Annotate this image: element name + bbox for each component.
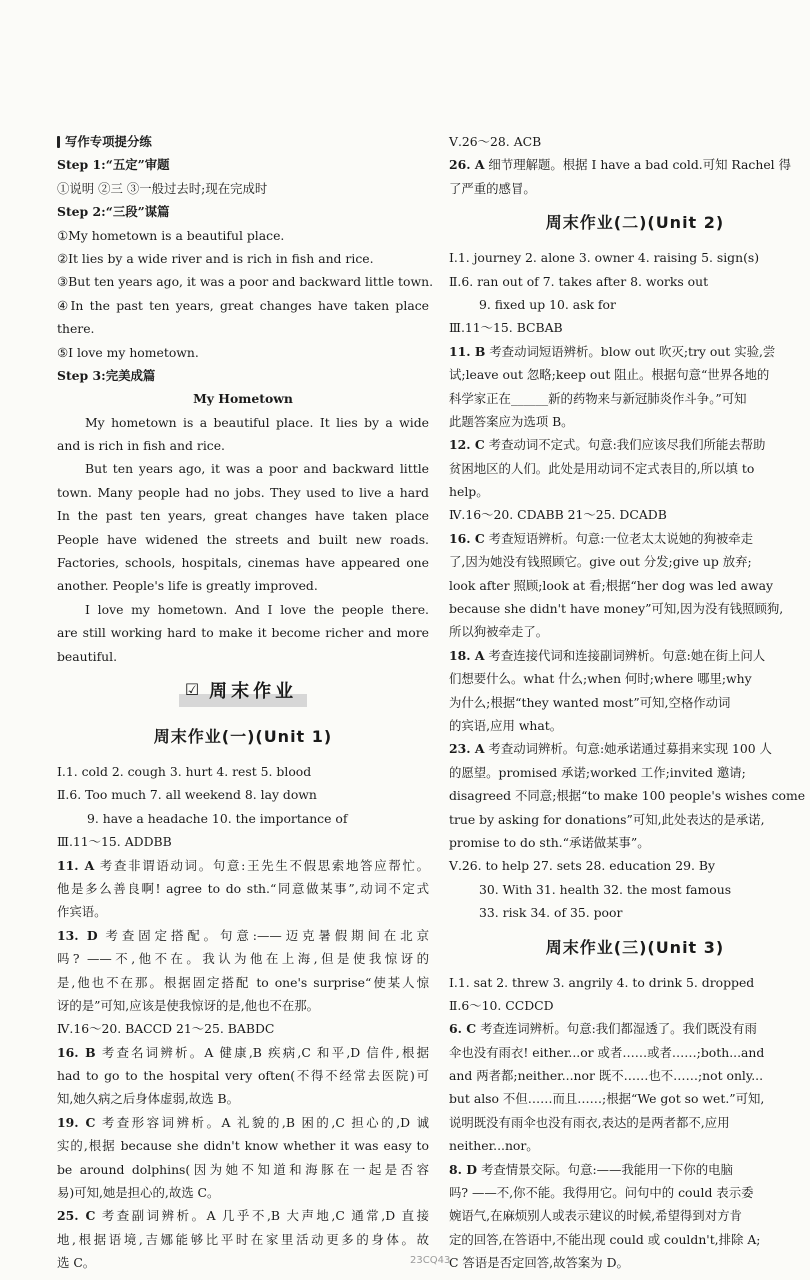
essay-title: My Hometown [193, 391, 293, 407]
text-line: Step 1:“五定”审题 [57, 157, 170, 173]
text-line: Factories, schools, hospitals, cinemas have appeared one [57, 555, 429, 571]
text-line: ⑤I love my hometown. [57, 344, 199, 360]
text-line: ①说明 ②三 ③一般过去时;现在完成时 [57, 180, 268, 196]
text-line: look after 照顾;look at 看;根据“her dog was led away [449, 577, 774, 593]
explanation-text: 考查非谓语动词。句意:王先生不假思索地答应帮忙。 [94, 857, 429, 873]
text-line: Ⅰ.1. sat 2. threw 3. angrily 4. to drink 5. dropped [449, 974, 755, 990]
text-line: 吗? ——不,你不能。我得用它。问句中的 could 表示委 [449, 1185, 754, 1201]
text-line [449, 1017, 810, 1040]
text-line: Step 3:完美成篇 [57, 367, 156, 383]
explanation-text: 考查连词辨析。句意:我们都湿透了。我们既没有雨 [476, 1021, 757, 1037]
text-line [449, 433, 810, 456]
text-line: 科学家正在______新的药物来与新冠肺炎作斗争。”可知 [449, 390, 747, 406]
text-line [449, 737, 810, 760]
text-line: because she didn't have money”可知,因为没有钱照顾狗, [449, 601, 784, 617]
text-line: Ⅱ.6. Too much 7. all weekend 8. lay down [57, 787, 317, 803]
text-line: Ⅲ.11～15. ADDBB [57, 834, 172, 850]
question-number: 23. A [449, 741, 485, 757]
unit2-answers [449, 246, 810, 924]
text-line: 的愿望。promised 承诺;worked 工作;invited 邀请; [449, 764, 746, 780]
text-line: there. [57, 321, 95, 337]
section-title: 写作专项提分练 [65, 134, 152, 149]
text-line: 33. risk 34. of 35. poor [479, 905, 623, 921]
checkmark-icon: ☑ [184, 680, 204, 700]
question-number: 19. C [57, 1114, 96, 1130]
text-line: 说明既没有雨伞也没有雨衣,表达的是两者都不,应用 [449, 1114, 730, 1130]
text-line: disagreed 不同意;根据“to make 100 people's wishes come [449, 788, 806, 804]
text-line: Ⅳ.16～20. BACCD 21～25. BABDC [57, 1021, 275, 1037]
text-line: C 答语是否定回答,故答案为 D。 [449, 1255, 629, 1271]
text-line [449, 644, 810, 667]
text-line: 是,他也不在那。根据固定搭配 to one's surprise“使某人惊 [57, 974, 429, 990]
page-code: 23CQ43 [410, 1255, 451, 1266]
text-line: 9. have a headache 10. the importance of [87, 810, 348, 826]
unit1-title: 周末作业(一)(Unit 1) [153, 726, 333, 746]
section-bar-icon [57, 136, 60, 148]
text-line: 了严重的感冒。 [449, 180, 536, 196]
text-line [449, 340, 810, 363]
text-line: 30. With 31. health 32. the most famous [479, 881, 732, 897]
text-line: 作宾语。 [57, 904, 107, 920]
unit3-title: 周末作业(三)(Unit 3) [545, 937, 725, 957]
question-number: 13. D [57, 927, 98, 943]
explanation-text: 考查副词辨析。A 几乎不,B 大声地,C 通常,D 直接 [95, 1208, 429, 1224]
text-line: 所以狗被牵走了。 [449, 624, 549, 640]
essay-body [57, 411, 429, 668]
text-line: 知,她久病之后身体虚弱,故选 B。 [57, 1091, 239, 1107]
explanation-text: 考查情景交际。句意:——我能用一下你的电脑 [477, 1161, 733, 1177]
text-line: Ⅳ.16～20. CDABB 21～25. DCADB [449, 507, 667, 523]
section-heading [57, 130, 429, 153]
text-line: 此题答案应为选项 B。 [449, 413, 574, 429]
question-number: 25. C [57, 1208, 96, 1224]
writing-practice-lines [57, 153, 434, 387]
text-line: true by asking for donations”可知,此处表达的是承诺, [449, 811, 765, 827]
question-number: 6. C [449, 1021, 477, 1037]
text-line: 为什么;根据“they wanted most”可知,空格作动词 [449, 694, 731, 710]
text-line: 婉语气,在麻烦别人或表示建议的时候,希望得到对方肯 [449, 1208, 742, 1224]
text-line: But ten years ago, it was a poor and backward little [85, 461, 429, 477]
text-line: be around dolphins(因为她不知道和海豚在一起是否容 [57, 1161, 429, 1177]
question-number: 12. C [449, 437, 485, 453]
explanation-text: 考查动词短语辨析。blow out 吹灭;try out 实验,尝 [485, 343, 776, 359]
text-line: 了,因为她没有钱照顾它。give out 分发;give up 放弃; [449, 554, 752, 570]
text-line: 选 C。 [57, 1255, 96, 1271]
text-line: Ⅱ.6. ran out of 7. takes after 8. works out [449, 273, 709, 289]
unit3-answers [449, 971, 810, 1275]
text-line: 他是多么善良啊! agree to do sth.“同意做某事”,动词不定式 [57, 880, 429, 896]
weekend-homework-banner [57, 668, 429, 714]
unit1-answers [57, 760, 429, 1275]
text-line: but also 不但……而且……;根据“We got so wet.”可知, [449, 1091, 765, 1107]
question-number: 26. A [449, 157, 485, 173]
text-line: Ⅱ.6～10. CCDCD [449, 997, 554, 1013]
banner-title: 周末作业 [209, 680, 298, 702]
text-line: ②It lies by a wide river and is rich in fish and rice. [57, 250, 374, 266]
text-line: help。 [449, 484, 489, 500]
text-line [57, 924, 429, 947]
text-line: and is rich in fish and rice. [57, 438, 225, 454]
text-line: 实的,根据 because she didn't know whether it was easy to [57, 1138, 429, 1154]
text-line: ④In the past ten years, great changes have taken place [57, 297, 429, 313]
question-number: 18. A [449, 647, 485, 663]
question-number: 11. B [449, 343, 486, 359]
text-line: In the past ten years, great changes have taken place [57, 508, 429, 524]
text-line: My hometown is a beautiful place. It lies by a wide [85, 414, 429, 430]
text-line [57, 1041, 429, 1064]
text-line: town. Many people had no jobs. They used to live a hard [57, 484, 429, 500]
text-line: I love my hometown. And I love the people there. [85, 601, 429, 617]
explanation-text: 考查动词辨析。句意:她承诺通过募捐来实现 100 人 [484, 741, 772, 757]
text-line: People have widened the streets and built new roads. [57, 531, 429, 547]
text-line: Step 2:“三段”谋篇 [57, 204, 170, 220]
question-number: 11. A [57, 857, 95, 873]
text-line: 的宾语,应用 what。 [449, 717, 563, 733]
text-line: promise to do sth.“承诺做某事”。 [449, 834, 650, 850]
text-line: 贫困地区的人们。此处是用动词不定式表目的,所以填 to [449, 460, 755, 476]
unit1-answers-continued [449, 130, 810, 200]
question-number: 8. D [449, 1161, 477, 1177]
text-line: 易)可知,她是担心的,故选 C。 [57, 1185, 220, 1201]
text-line: Ⅰ.1. journey 2. alone 3. owner 4. raising 5. sign(s) [449, 250, 760, 266]
text-line: Ⅲ.11～15. BCBAB [449, 320, 563, 336]
question-number: 16. C [449, 530, 485, 546]
text-line: 地,根据语境,吉娜能够比平时在家里活动更多的身体。故 [57, 1231, 429, 1247]
explanation-text: 考查动词不定式。句意:我们应该尽我们所能去帮助 [484, 437, 766, 453]
text-line: and 两者都;neither...nor 既不……也不……;not only... [449, 1068, 764, 1084]
text-line: ③But ten years ago, it was a poor and backward little town. [57, 274, 434, 290]
text-line [449, 1158, 810, 1181]
text-line [57, 1204, 429, 1227]
text-line [57, 854, 429, 877]
explanation-text: 考查形容词辨析。A 礼貌的,B 困的,C 担心的,D 诚 [95, 1114, 429, 1130]
explanation-text: 考查名词辨析。A 健康,B 疾病,C 和平,D 信件,根据 [95, 1044, 429, 1060]
text-line: neither...nor。 [449, 1138, 539, 1154]
text-line: 们想要什么。what 什么;when 何时;where 哪里;why [449, 671, 752, 687]
text-line [449, 527, 810, 550]
text-line [57, 1111, 429, 1134]
explanation-text: 考查短语辨析。句意:一位老太太说她的狗被牵走 [484, 530, 754, 546]
question-number: 16. B [57, 1044, 96, 1060]
text-line: are still working hard to make it become richer and more [57, 625, 429, 641]
text-line: 伞也没有雨衣! either...or 或者……或者……;both...and [449, 1044, 765, 1060]
text-line: another. People's life is greatly improved. [57, 578, 318, 594]
unit2-title: 周末作业(二)(Unit 2) [545, 213, 725, 233]
text-line: 讶的是”可知,应该是使我惊讶的是,他也不在那。 [57, 997, 320, 1013]
text-line: 9. fixed up 10. ask for [479, 296, 616, 312]
text-line: Ⅴ.26～28. ACB [449, 134, 542, 149]
text-line: Ⅰ.1. cold 2. cough 3. hurt 4. rest 5. blood [57, 763, 312, 779]
text-line: had to go to the hospital very often(不得不经常去医院)可 [57, 1068, 429, 1084]
banner-box [179, 675, 307, 707]
text-line: beautiful. [57, 648, 118, 664]
text-line [449, 153, 810, 176]
text-line: ①My hometown is a beautiful place. [57, 227, 285, 243]
text-line: 吗? ——不,他不在。我认为他在上海,但是使我惊讶的 [57, 951, 429, 967]
text-line: 定的回答,在答语中,不能出现 could 或 couldn't,排除 A; [449, 1231, 761, 1247]
explanation-text: 考查固定搭配。句意:——迈克暑假期间在北京 [97, 927, 429, 943]
text-line: Ⅴ.26. to help 27. sets 28. education 29. By [449, 858, 715, 874]
text-line: 试;leave out 忽略;keep out 阻止。根据句意“世界各地的 [449, 367, 770, 383]
right-column [449, 130, 810, 1275]
explanation-text: 考查连接代词和连接副词辨析。句意:她在街上问人 [484, 647, 766, 663]
explanation-text: 细节理解题。根据 I have a bad cold.可知 Rachel 得 [484, 157, 791, 173]
